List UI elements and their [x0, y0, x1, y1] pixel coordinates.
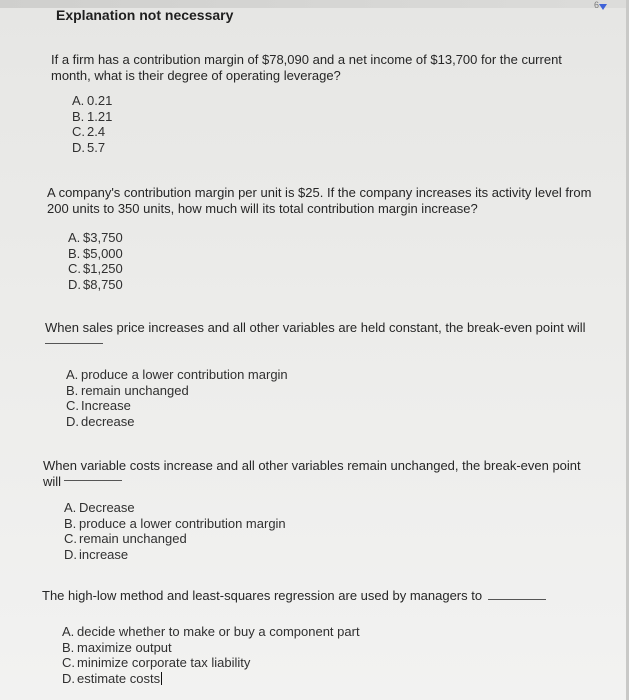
question-1-text: If a firm has a contribution margin of $78,090 and a net income of $13,700 for the current month, what is their degree of operating leverage?	[51, 52, 562, 83]
option-letter: D.	[62, 670, 75, 686]
option-text: 5.7	[87, 139, 106, 155]
option-text: decide whether to make or buy a component part	[77, 624, 360, 639]
question-4-text: When variable costs increase and all other variables remain unchanged, the break-even point will	[43, 458, 581, 489]
question-3	[45, 320, 620, 336]
question-4-option-d[interactable]	[64, 547, 286, 563]
question-1-option-a[interactable]	[72, 93, 112, 109]
option-text: $3,750	[83, 230, 123, 245]
option-text: produce a lower contribution margin	[79, 515, 286, 531]
option-text: remain unchanged	[79, 531, 187, 546]
answer-blank-4	[64, 470, 122, 481]
option-text: 0.21	[87, 93, 113, 108]
question-1-option-c[interactable]	[72, 124, 112, 140]
option-text: decrease	[81, 413, 135, 429]
question-5-option-a[interactable]	[62, 624, 360, 640]
option-text: 2.4	[87, 124, 106, 139]
top-mark: 6	[593, 0, 619, 10]
option-text: 1.21	[87, 108, 113, 124]
question-5-option-b[interactable]	[62, 640, 360, 656]
option-letter: C.	[62, 655, 75, 670]
option-text: estimate costs	[77, 670, 161, 686]
option-letter: C.	[64, 531, 77, 546]
option-text: Decrease	[79, 500, 135, 515]
question-4-option-b[interactable]	[64, 516, 286, 532]
option-letter: A.	[64, 500, 77, 515]
question-2-text: A company's contribution margin per unit is $25. If the company increases its activity level from 200 units to 350 units, how much will its total contribution margin increase?	[47, 185, 592, 216]
text-cursor	[161, 672, 162, 685]
question-1-option-d[interactable]	[72, 140, 112, 156]
option-letter: C.	[68, 261, 81, 276]
option-letter: D.	[64, 546, 77, 562]
option-letter: B.	[62, 639, 75, 655]
question-3-options	[66, 367, 288, 429]
question-1-options	[72, 93, 112, 155]
question-3-option-b[interactable]	[66, 383, 288, 399]
option-letter: C.	[72, 124, 85, 139]
option-letter: B.	[68, 245, 81, 261]
option-letter: D.	[72, 139, 85, 155]
question-5-option-d[interactable]	[62, 671, 360, 687]
option-letter: C.	[66, 398, 79, 413]
question-1-option-b[interactable]	[72, 109, 112, 125]
question-4-options	[64, 500, 286, 562]
option-text: increase	[79, 546, 129, 562]
question-3-option-c[interactable]	[66, 398, 288, 414]
question-5-option-c[interactable]	[62, 655, 360, 671]
option-letter: B.	[72, 108, 85, 124]
question-4-option-c[interactable]	[64, 531, 286, 547]
answer-blank-3	[45, 333, 103, 344]
option-letter: A.	[62, 624, 75, 639]
page-title: Explanation not necessary	[56, 7, 234, 23]
question-2-option-d[interactable]	[68, 277, 123, 293]
option-letter: A.	[66, 367, 79, 382]
option-letter: D.	[68, 276, 81, 292]
question-3-option-a[interactable]	[66, 367, 288, 383]
option-letter: D.	[66, 413, 79, 429]
question-3-text: When sales price increases and all other variables are held constant, the break-even point will	[45, 320, 586, 335]
option-text: $5,000	[83, 245, 123, 261]
question-3-option-d[interactable]	[66, 414, 288, 430]
question-2-option-a[interactable]	[68, 230, 123, 246]
question-2	[47, 185, 602, 217]
question-2-option-b[interactable]	[68, 246, 123, 262]
question-4-option-a[interactable]	[64, 500, 286, 516]
question-2-option-c[interactable]	[68, 261, 123, 277]
question-5-options	[62, 624, 360, 686]
option-letter: A.	[68, 230, 81, 245]
option-letter: A.	[72, 93, 85, 108]
option-text: $1,250	[83, 261, 123, 276]
option-text: remain unchanged	[81, 382, 189, 398]
question-5	[42, 588, 602, 604]
option-letter: B.	[66, 382, 79, 398]
dropdown-arrow-icon[interactable]	[599, 4, 607, 10]
option-text: maximize output	[77, 639, 172, 655]
answer-blank-5	[488, 589, 546, 600]
option-text: minimize corporate tax liability	[77, 655, 251, 670]
option-letter: B.	[64, 515, 77, 531]
question-4	[43, 458, 598, 490]
option-text: produce a lower contribution margin	[81, 367, 288, 382]
option-text: Increase	[81, 398, 131, 413]
question-2-options	[68, 230, 123, 292]
option-text: $8,750	[83, 276, 123, 292]
question-5-text: The high-low method and least-squares regression are used by managers to	[42, 588, 483, 603]
question-1	[51, 52, 571, 84]
